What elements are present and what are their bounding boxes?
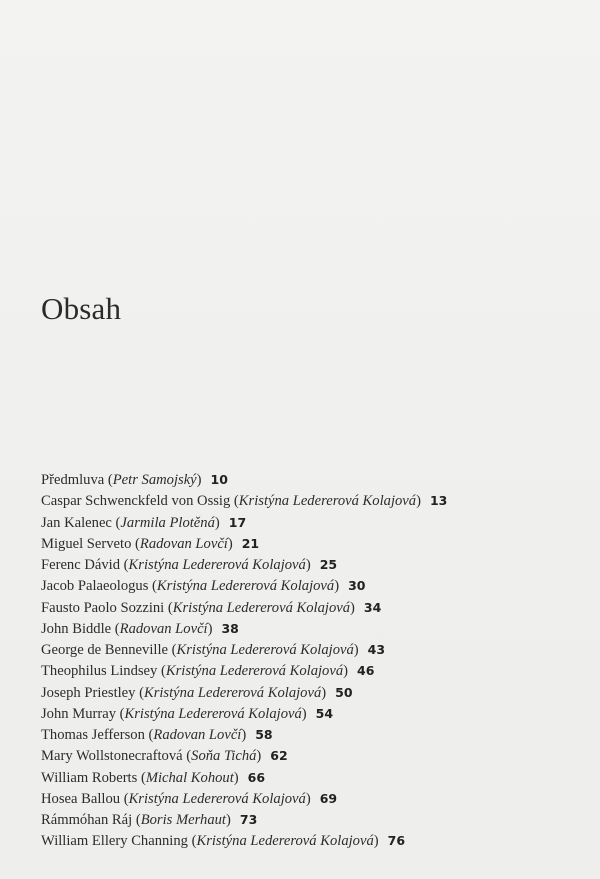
- toc-entry-page-number: 30: [348, 578, 366, 594]
- toc-entry-title: Jacob Palaeologus: [41, 578, 149, 595]
- toc-entry-author: Petr Samojský: [112, 472, 197, 488]
- toc-entry-author: Kristýna Ledererová Kolajová: [196, 833, 374, 850]
- toc-entry: Fausto Paolo Sozzini (Kristýna Ledererová Kolajová) 34: [41, 599, 382, 616]
- toc-entry-page-number: 62: [270, 748, 288, 764]
- table-of-contents: [41, 469, 447, 852]
- toc-entry: William Roberts (Michal Kohout) 66: [41, 769, 266, 786]
- toc-entry: Ferenc Dávid (Kristýna Ledererová Kolajová) 25: [41, 557, 338, 573]
- toc-entry: Miguel Serveto (Radovan Lovčí) 21: [41, 535, 260, 552]
- toc-entry: John Biddle (Radovan Lovčí) 38: [41, 620, 239, 637]
- toc-entry-title: Caspar Schwenckfeld von Ossig: [41, 493, 231, 510]
- toc-entry: George de Benneville (Kristýna Ledererová Kolajová) 43: [41, 642, 386, 658]
- toc-entry-page-number: 46: [357, 663, 375, 679]
- toc-entry-page-number: 13: [429, 493, 448, 509]
- toc-entry: Předmluva (Petr Samojský) 10: [41, 472, 228, 488]
- toc-entry-title: Předmluva: [41, 472, 105, 488]
- toc-entry-title: Rámmóhan Ráj: [41, 812, 133, 828]
- toc-entry-title: William Roberts: [41, 769, 138, 786]
- toc-entry-author: Kristýna Ledererová Kolajová: [124, 705, 302, 722]
- toc-entry-author: Kristýna Ledererová Kolajová: [238, 493, 417, 510]
- toc-entry-page-number: 73: [239, 812, 258, 827]
- toc-entry-title: Fausto Paolo Sozzini: [41, 599, 165, 616]
- toc-entry-title: Mary Wollstonecraftová: [41, 748, 183, 765]
- toc-entry-author: Radovan Lovčí: [119, 620, 208, 637]
- toc-entry-page-number: 10: [210, 472, 228, 487]
- toc-entry: Mary Wollstonecraftová (Soňa Tichá) 62: [41, 748, 288, 765]
- toc-entry-title: Joseph Priestley: [41, 684, 136, 701]
- toc-entry-page-number: 17: [228, 514, 247, 530]
- toc-entry-title: Theophilus Lindsey: [41, 663, 158, 680]
- toc-entry-page-number: 54: [315, 705, 334, 721]
- toc-entry-page-number: 21: [241, 535, 260, 551]
- toc-entry: Rámmóhan Ráj (Boris Merhaut) 73: [41, 812, 258, 828]
- toc-entry: William Ellery Channing (Kristýna Ledererová Kolajová) 76: [41, 833, 406, 850]
- toc-entry-title: Miguel Serveto: [41, 535, 132, 552]
- toc-entry-author: Soňa Tichá: [191, 748, 257, 765]
- toc-entry-author: Kristýna Ledererová Kolajová: [172, 599, 351, 616]
- toc-entry-title: John Biddle: [41, 620, 112, 637]
- toc-entry-page-number: 34: [363, 599, 382, 615]
- toc-entry: Theophilus Lindsey (Kristýna Ledererová Kolajová) 46: [41, 663, 375, 680]
- toc-entry-page-number: 43: [367, 642, 386, 657]
- toc-entry: John Murray (Kristýna Ledererová Kolajová) 54: [41, 705, 334, 722]
- toc-entry-author: Kristýna Ledererová Kolajová: [128, 790, 306, 807]
- toc-entry-author: Kristýna Ledererová Kolajová: [165, 663, 344, 680]
- toc-entry-author: Jarmila Plotěná: [120, 514, 215, 531]
- toc-entry-page-number: 69: [319, 790, 338, 806]
- toc-entry: Caspar Schwenckfeld von Ossig (Kristýna Ledererová Kolajová) 13: [41, 493, 448, 510]
- page-title: Obsah: [41, 291, 122, 326]
- toc-entry-page-number: 66: [247, 769, 266, 785]
- toc-entry: Thomas Jefferson (Radovan Lovčí) 58: [41, 727, 273, 743]
- toc-entry-author: Kristýna Ledererová Kolajová: [176, 642, 354, 658]
- toc-entry-title: Jan Kalenec: [41, 514, 112, 531]
- toc-entry-title: Hosea Ballou: [41, 790, 121, 807]
- toc-entry-author: Michal Kohout: [145, 769, 234, 786]
- toc-entry-page-number: 25: [319, 557, 338, 572]
- toc-entry-author: Radovan Lovčí: [153, 727, 242, 743]
- toc-entry: Joseph Priestley (Kristýna Ledererová Kolajová) 50: [41, 684, 353, 701]
- toc-entry: Jacob Palaeologus (Kristýna Ledererová Kolajová) 30: [41, 578, 366, 595]
- toc-entry-title: Ferenc Dávid: [41, 557, 121, 573]
- toc-entry-title: George de Benneville: [41, 642, 168, 658]
- toc-entry-page-number: 50: [335, 684, 353, 700]
- toc-entry-page-number: 58: [255, 727, 273, 742]
- toc-entry-page-number: 76: [387, 833, 406, 849]
- toc-entry-title: John Murray: [41, 705, 116, 722]
- toc-entry-page-number: 38: [221, 620, 239, 636]
- toc-entry-author: Boris Merhaut: [140, 812, 226, 828]
- toc-entry: Jan Kalenec (Jarmila Plotěná) 17: [41, 514, 247, 531]
- toc-entry-author: Radovan Lovčí: [139, 535, 228, 552]
- toc-entry-author: Kristýna Ledererová Kolajová: [143, 684, 322, 701]
- toc-entry-title: Thomas Jefferson: [41, 727, 145, 743]
- toc-entry-author: Kristýna Ledererová Kolajová: [156, 578, 335, 595]
- toc-entry-title: William Ellery Channing: [41, 833, 188, 850]
- toc-entry-author: Kristýna Ledererová Kolajová: [128, 557, 306, 573]
- toc-entry: Hosea Ballou (Kristýna Ledererová Kolajová) 69: [41, 790, 338, 807]
